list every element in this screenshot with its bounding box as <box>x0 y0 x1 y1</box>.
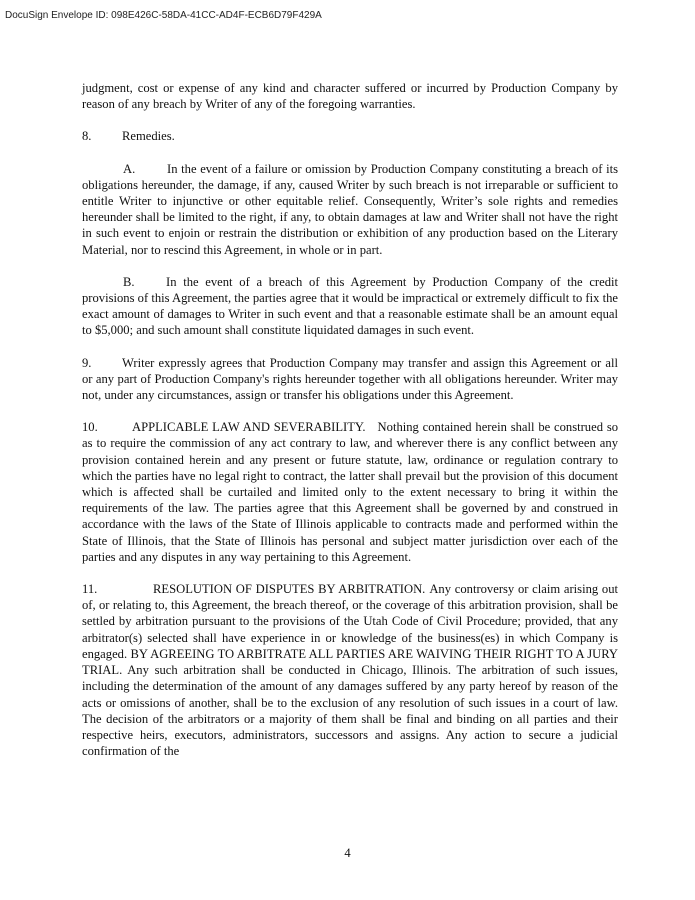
docusign-envelope-id: DocuSign Envelope ID: 098E426C-58DA-41CC-AD4F-ECB6D79F429A <box>5 10 322 21</box>
section-10-number: 10. <box>82 420 98 435</box>
section-9-number: 9. <box>82 355 92 370</box>
section-11-title: RESOLUTION OF DISPUTES BY ARBITRATION. <box>153 582 426 597</box>
section-8-heading <box>82 128 618 144</box>
paragraph-continuation: judgment, cost or expense of any kind and character suffered or incurred by Production Company by reason of any breach by Writer of any of the foregoing warranties. <box>82 81 618 112</box>
section-11-number: 11. <box>82 582 98 597</box>
section-8-number: 8. <box>82 129 92 144</box>
section-10-title: APPLICABLE LAW AND SEVERABILITY. <box>132 420 366 435</box>
section-8b-paragraph <box>82 274 618 339</box>
section-10-text: Nothing contained herein shall be construed so as to require the commission of any act contrary to law, and wherever there is any conflict between any provision contained herein and any present or future statute, law, ordinance or regulation contrary to which the parties have no legal right to contract, the latter shall prevail but the provision of this document which is affected shall be curtailed and limited only to the extent necessary to bring it within the requirements of the law. The parties agree that this Agreement shall be governed by and construed in accordance with the laws of the State of Illinois applicable to contracts made and performed within the State of Illinois, that the State of Illinois has personal and subject matter jurisdiction over each of the parties and any disputes in any way pertaining to this Agreement. <box>82 420 619 564</box>
section-9-text: Writer expressly agrees that Production Company may transfer and assign this Agreement or all or any part of Production Company's rights hereunder together with all obligations hereunder. Writer may not, under any circumstances, assign or transfer his obligations under this Agreement. <box>82 355 618 403</box>
section-11-paragraph <box>82 581 618 759</box>
document-page-body <box>82 80 618 759</box>
section-8a-paragraph <box>82 161 618 258</box>
section-11-text: Any controversy or claim arising out of, or relating to, this Agreement, the breach thereof, or the coverage of this arbitration provision, shall be settled by arbitration pursuant to the provisions of the Utah Code of Civil Procedure; provided, that any arbitrator(s) selected shall have experience in or knowledge of the business(es) in which Company is engaged. BY AGREEING TO ARBITRATE ALL PARTIES ARE WAIVING THEIR RIGHT TO A JURY TRIAL. Any such arbitration shall be conducted in Chicago, Illinois. The arbitration of such issues, including the determination of the amount of any damages suffered by any party hereof by reason of the acts or omissions of another, shall be to the exclusion of any resolution of such issues in a court of law. The decision of the arbitrators or a majority of them shall be final and binding on all parties and their respective heirs, executors, administrators, successors and assigns. Any action to secure a judicial confirmation of the <box>82 582 618 759</box>
section-8-title: Remedies. <box>122 129 175 144</box>
section-8b-label: B. <box>123 274 135 289</box>
section-10-paragraph <box>82 419 618 565</box>
section-8a-label: A. <box>123 161 136 176</box>
section-8a-text: In the event of a failure or omission by Production Company constituting a breach of its obligations hereunder, the damage, if any, caused Writer by such breach is not irreparable or sufficient to entitle Writer to injunctive or other equitable relief. Consequently, Writer’s sole rights and remedies hereunder shall be limited to the right, if any, to obtain damages at law and Writer shall not have the right in such event to enjoin or restrain the distribution or exhibition of any production based on the Literary Material, nor to rescind this Agreement, in whole or in part. <box>82 161 618 257</box>
section-9-paragraph <box>82 355 618 404</box>
page-number: 4 <box>344 846 351 860</box>
section-8b-text: In the event of a breach of this Agreement by Production Company of the credit provisions of this Agreement, the parties agree that it would be impractical or extremely difficult to fix the exact amount of damages to Writer in such event and that a reasonable estimate shall be an amount equal to $5,000; and such amount shall constitute liquidated damages in such event. <box>82 274 618 338</box>
